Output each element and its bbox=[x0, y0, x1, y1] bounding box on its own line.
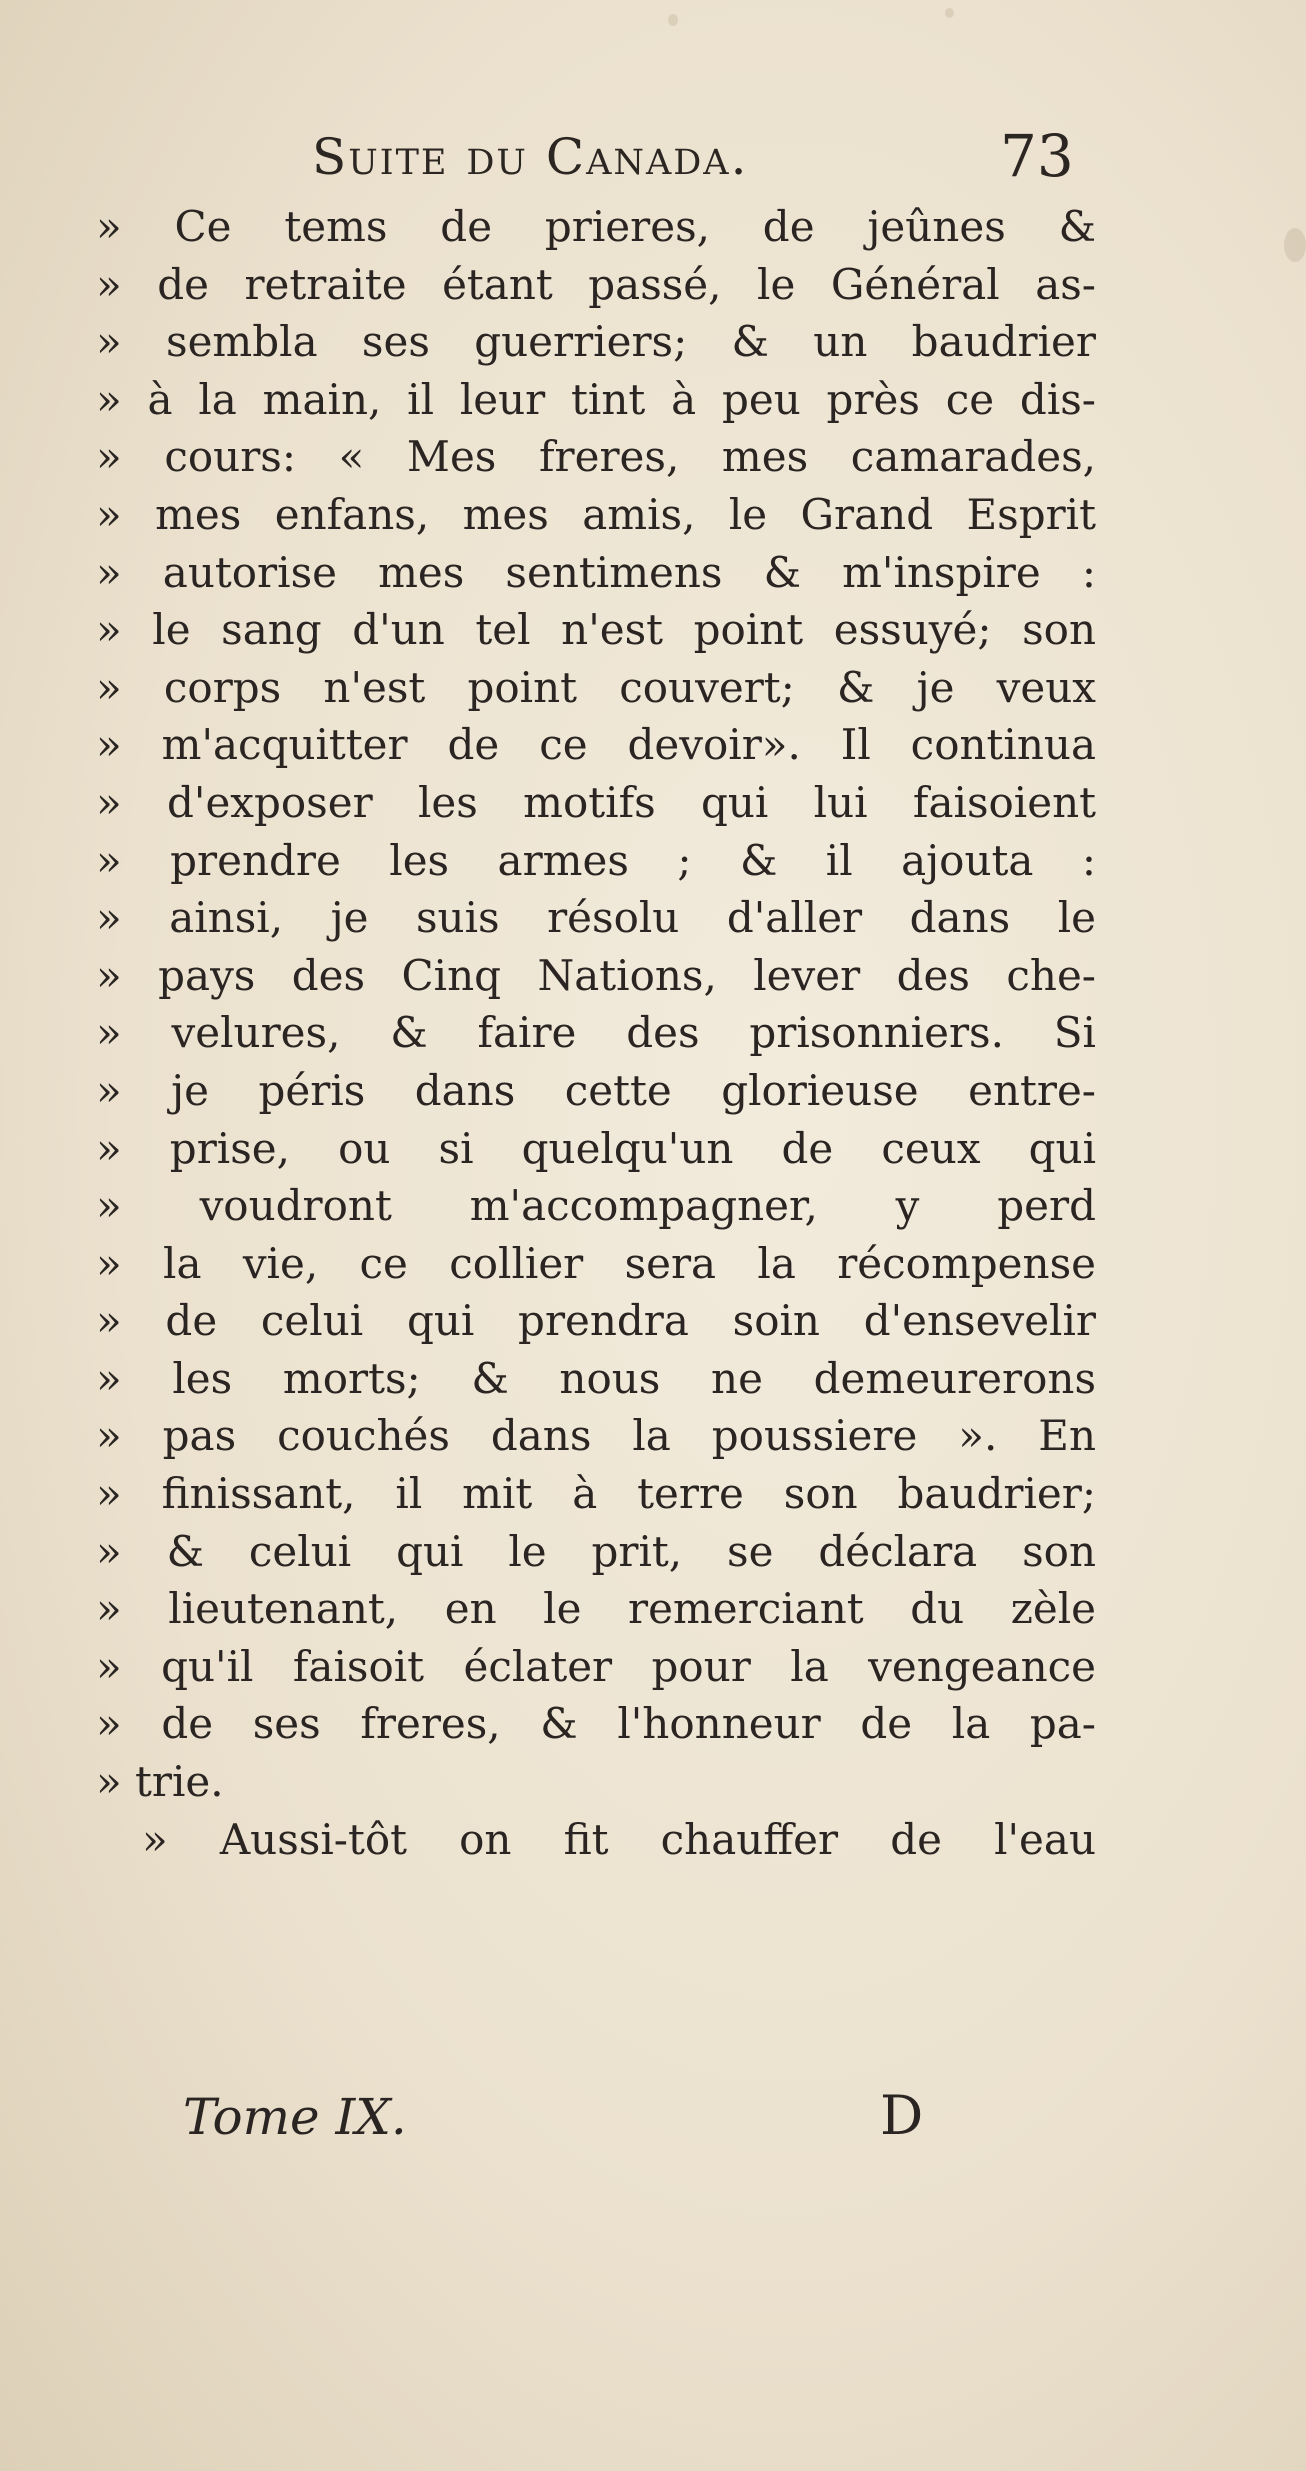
text-line: » à la main, il leur tint à peu près ce dis- bbox=[96, 374, 1096, 424]
text-line: » de celui qui prendra soin d'ensevelir bbox=[96, 1296, 1096, 1346]
text-line: » trie. bbox=[96, 1757, 224, 1807]
page-footer bbox=[0, 2080, 1306, 2170]
text-line: » le sang d'un tel n'est point essuyé; son bbox=[96, 605, 1096, 655]
text-line: » autorise mes sentimens & m'inspire : bbox=[96, 547, 1096, 597]
signature-mark: D bbox=[880, 2084, 924, 2147]
text-line: » Aussi-tôt on fit chauffer de l'eau bbox=[142, 1814, 1096, 1864]
text-line: » la vie, ce collier sera la récompense bbox=[96, 1238, 1096, 1288]
page-header bbox=[0, 118, 1306, 198]
text-line: » pays des Cinq Nations, lever des che- bbox=[96, 950, 1096, 1000]
text-line: » de ses freres, & l'honneur de la pa- bbox=[96, 1699, 1096, 1749]
body-text bbox=[96, 198, 1096, 1868]
text-line: » velures, & faire des prisonniers. Si bbox=[96, 1008, 1096, 1058]
text-line: » cours: « Mes freres, mes camarades, bbox=[96, 432, 1096, 482]
paper-stain bbox=[1284, 228, 1306, 262]
volume-label: Tome IX. bbox=[183, 2088, 407, 2146]
text-line: » corps n'est point couvert; & je veux bbox=[96, 662, 1096, 712]
text-line: » finissant, il mit à terre son baudrier; bbox=[96, 1469, 1096, 1519]
text-line: » ainsi, je suis résolu d'aller dans le bbox=[96, 893, 1096, 943]
text-line: » Ce tems de prieres, de jeûnes & bbox=[96, 202, 1096, 251]
text-line: » mes enfans, mes amis, le Grand Esprit bbox=[96, 489, 1096, 539]
text-line: » d'exposer les motifs qui lui faisoient bbox=[96, 777, 1096, 827]
text-line: » voudront m'accompagner, y perd bbox=[96, 1181, 1096, 1231]
running-head: Suite du Canada. bbox=[312, 128, 749, 186]
text-line: » de retraite étant passé, le Général as- bbox=[96, 259, 1096, 309]
paper-stain bbox=[945, 8, 954, 18]
text-line: » m'acquitter de ce devoir». Il continua bbox=[96, 720, 1096, 770]
text-line: » prendre les armes ; & il ajouta : bbox=[96, 835, 1096, 885]
text-line: » sembla ses guerriers; & un baudrier bbox=[96, 317, 1096, 367]
text-line: » les morts; & nous ne demeurerons bbox=[96, 1353, 1096, 1403]
text-line: » lieutenant, en le remerciant du zèle bbox=[96, 1584, 1096, 1634]
text-line: » prise, ou si quelqu'un de ceux qui bbox=[96, 1123, 1096, 1173]
text-line: » je péris dans cette glorieuse entre- bbox=[96, 1065, 1096, 1115]
text-line: » & celui qui le prit, se déclara son bbox=[96, 1526, 1096, 1576]
page-number: 73 bbox=[1000, 122, 1074, 190]
text-line: » qu'il faisoit éclater pour la vengeance bbox=[96, 1641, 1096, 1691]
text-line: » pas couchés dans la poussiere ». En bbox=[96, 1411, 1096, 1461]
paper-stain bbox=[668, 14, 678, 26]
